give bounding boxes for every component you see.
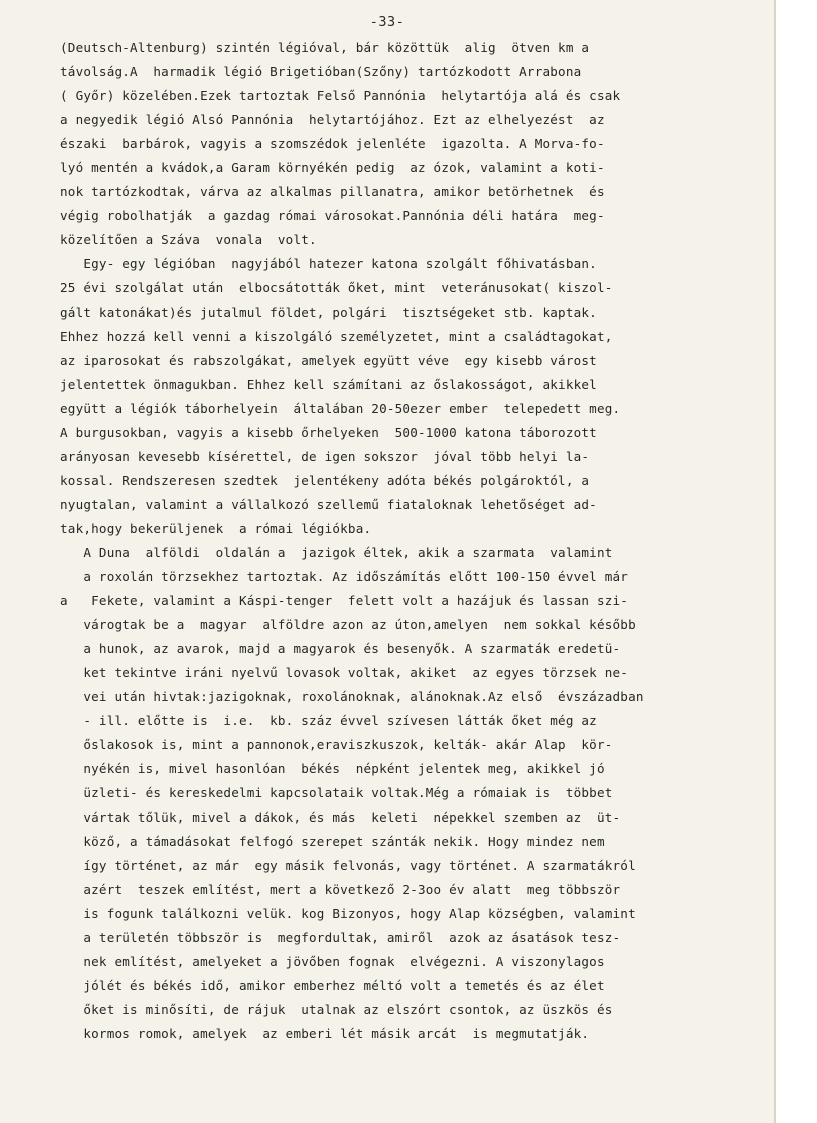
text-line: várogtak be a magyar alföldre azon az úton,amelyen nem sokkal később — [60, 617, 636, 633]
text-line: nyugtalan, valamint a vállalkozó szellemű fiataloknak lehetőséget ad- — [60, 496, 597, 512]
text-line: közelítően a Száva vonala volt. — [60, 232, 317, 248]
text-line: őslakosok is, mint a pannonok,eraviszkuszok, kelták- akár Alap kör- — [60, 737, 613, 753]
text-line: vei után hivtak:jazigoknak, roxolánoknak, alánoknak.Az első évszázadban — [60, 689, 644, 705]
text-line: tak,hogy bekerüljenek a római légiókba. — [60, 520, 372, 536]
text-line: gált katonákat)és jutalmul földet, polgári tisztségeket stb. kaptak. — [60, 304, 597, 320]
text-line: üzleti- és kereskedelmi kapcsolataik voltak.Még a rómaiak is többet — [60, 785, 613, 801]
text-line: az iparosokat és rabszolgákat, amelyek együtt véve egy kisebb várost — [60, 352, 597, 368]
text-line: őket is minősíti, de rájuk utalnak az elszórt csontok, az üszkös és — [60, 1001, 613, 1017]
typewritten-body — [60, 36, 792, 1046]
text-line: a negyedik légió Alsó Pannónia helytartójához. Ezt az elhelyezést az — [60, 112, 605, 128]
text-line: a hunok, az avarok, majd a magyarok és besenyők. A szarmaták eredetü- — [60, 641, 621, 657]
text-line: együtt a légiók táborhelyein általában 20-50ezer ember telepedett meg. — [60, 400, 621, 416]
text-line: jelentettek önmagukban. Ehhez kell számítani az őslakosságot, akikkel — [60, 376, 597, 392]
text-line: kossal. Rendszeresen szedtek jelentékeny adóta békés polgároktól, a — [60, 472, 590, 488]
text-line: A burgusokban, vagyis a kisebb őrhelyeken 500-1000 katona táborozott — [60, 424, 597, 440]
text-line: ket tekintve iráni nyelvű lovasok voltak, akiket az egyes törzsek ne- — [60, 665, 629, 681]
text-line: végig robolhatják a gazdag római városokat.Pannónia déli határa meg- — [60, 208, 605, 224]
text-line: lyó mentén a kvádok,a Garam környékén pedig az ózok, valamint a koti- — [60, 160, 605, 176]
text-line: is fogunk találkozni velük. kog Bizonyos, hogy Alap községben, valamint — [60, 905, 636, 921]
scan-margin — [776, 0, 817, 1123]
text-line: kormos romok, amelyek az emberi lét másik arcát is megmutatják. — [60, 1025, 590, 1041]
text-line: Egy- egy légióban nagyjából hatezer katona szolgált főhivatásban. — [60, 256, 597, 272]
text-line: a roxolán törzsekhez tartoztak. Az időszámítás előtt 100-150 évvel már — [60, 569, 629, 585]
text-line: távolság.A harmadik légió Brigetióban(Szőny) tartózkodott Arrabona — [60, 64, 582, 80]
text-line: nyékén is, mivel hasonlóan békés népként jelentek meg, akikkel jó — [60, 761, 605, 777]
page-number: -33- — [369, 14, 405, 30]
text-line: köző, a támadásokat felfogó szerepet szánták nekik. Hogy mindez nem — [60, 833, 605, 849]
text-line: a területén többször is megfordultak, amiről azok az ásatások tesz- — [60, 929, 621, 945]
text-line: északi barbárok, vagyis a szomszédok jelenléte igazolta. A Morva-fo- — [60, 136, 605, 152]
text-line: azért teszek említést, mert a következő 2-3oo év alatt meg többször — [60, 881, 621, 897]
text-line: A Duna alföldi oldalán a jazigok éltek, akik a szarmata valamint — [60, 544, 613, 560]
text-line: nek említést, amelyeket a jövőben fognak elvégezni. A viszonylagos — [60, 953, 605, 969]
text-line: (Deutsch-Altenburg) szintén légióval, bár közöttük alig ötven km a — [60, 40, 590, 55]
text-line: ( Győr) közelében.Ezek tartoztak Felső Pannónia helytartója alá és csak — [60, 88, 621, 104]
text-line: nok tartózkodtak, várva az alkalmas pillanatra, amikor betörhetnek és — [60, 184, 605, 200]
text-line: 25 évi szolgálat után elbocsátották őket, mint veteránusokat( kiszol- — [60, 280, 613, 296]
text-line: arányosan kevesebb kísérettel, de igen sokszor jóval több helyi la- — [60, 448, 590, 464]
text-line: így történet, az már egy másik felvonás, vagy történet. A szarmatákról — [60, 857, 636, 873]
text-line: vártak tőlük, mivel a dákok, és más keleti népekkel szemben az üt- — [60, 809, 621, 825]
text-line: Ehhez hozzá kell venni a kiszolgáló személyzetet, mint a családtagokat, — [60, 328, 613, 344]
text-line: - ill. előtte is i.e. kb. száz évvel szívesen látták őket még az — [60, 713, 597, 729]
text-line: a Fekete, valamint a Káspi-tenger felett volt a hazájuk és lassan szi- — [60, 593, 629, 609]
text-line: jólét és békés idő, amikor emberhez méltó volt a temetés és az élet — [60, 977, 605, 993]
